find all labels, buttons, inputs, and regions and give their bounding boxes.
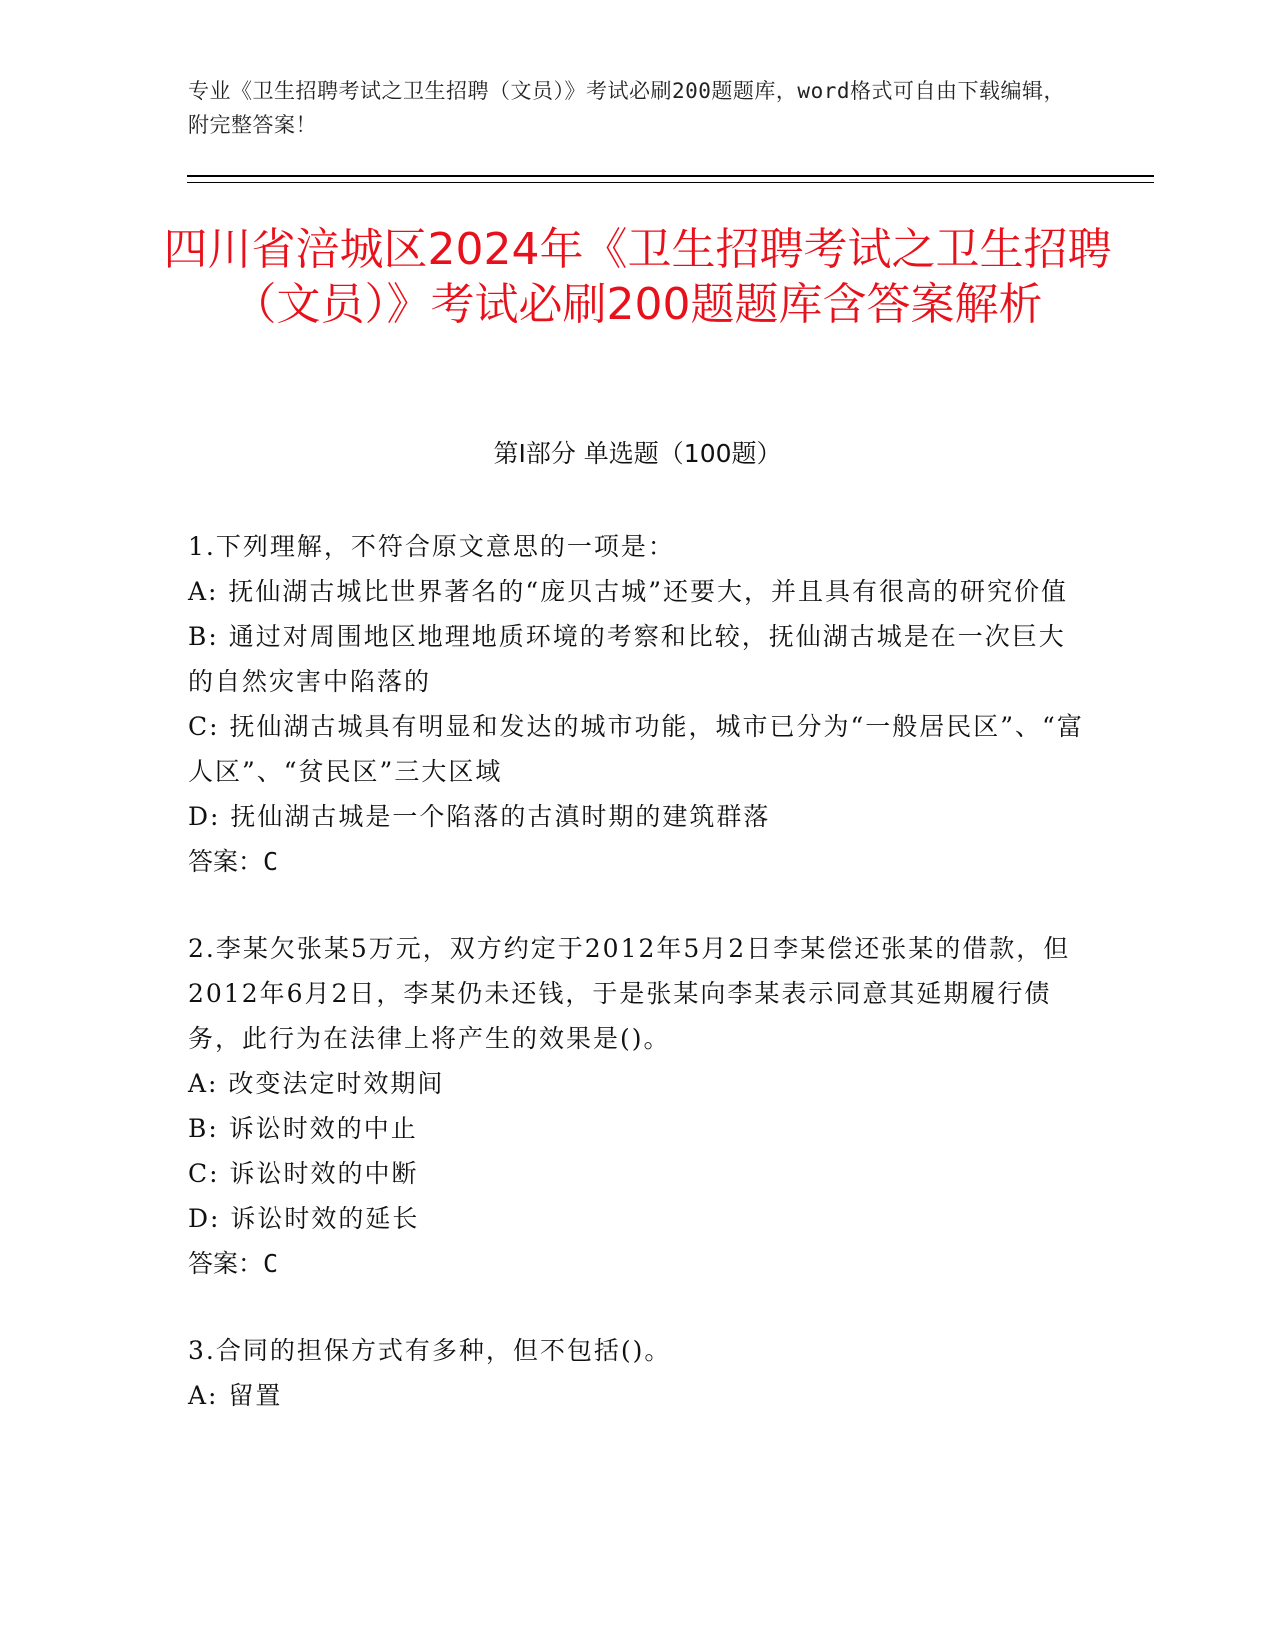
question-2 (188, 926, 1088, 1286)
question-1 (188, 524, 1088, 884)
answer-label: 答案： (188, 1249, 264, 1278)
header-note: 专业《卫生招聘考试之卫生招聘（文员）》考试必刷200题题库，word格式可自由下载编辑，附完整答案！ (188, 79, 1065, 137)
option-d: D: 抚仙湖古城是一个陷落的古滇时期的建筑群落 (188, 802, 771, 831)
option-a: A: 留置 (188, 1381, 283, 1410)
question-stem: 2.李某欠张某5万元，双方约定于2012年5月2日李某偿还张某的借款，但2012年6月2日，李某仍未还钱，于是张某向李某表示同意其延期履行债务，此行为在法律上将产生的效果是()。 (188, 934, 1071, 1053)
header-rule-thick (187, 175, 1154, 177)
question-list (188, 524, 1088, 1460)
option-a: A: 改变法定时效期间 (188, 1069, 445, 1098)
option-d: D: 诉讼时效的延长 (188, 1204, 420, 1233)
option-b: B: 通过对周围地区地理地质环境的考察和比较，抚仙湖古城是在一次巨大的自然灾害中陷落的 (188, 622, 1066, 696)
document-title: 四川省涪城区2024年《卫生招聘考试之卫生招聘（文员）》考试必刷200题题库含答案解析 (163, 224, 1112, 330)
question-stem: 3.合同的担保方式有多种，但不包括()。 (188, 1336, 672, 1365)
answer-value: C (263, 1249, 279, 1278)
answer-line (188, 839, 1088, 884)
option-a: A: 抚仙湖古城比世界著名的“庞贝古城”还要大，并且具有很高的研究价值 (188, 577, 1068, 606)
option-b: B: 诉讼时效的中止 (188, 1114, 418, 1143)
question-stem: 1.下列理解，不符合原文意思的一项是： (188, 532, 675, 561)
question-3 (188, 1328, 1088, 1418)
answer-value: C (263, 847, 279, 876)
answer-line (188, 1241, 1088, 1286)
option-c: C: 诉讼时效的中断 (188, 1159, 419, 1188)
option-c: C: 抚仙湖古城具有明显和发达的城市功能，城市已分为“一般居民区”、“富人区”、“贫民区”三大区域 (188, 712, 1084, 786)
header-rule-thin (187, 182, 1154, 183)
section-heading: 第I部分 单选题（100题） (493, 439, 782, 468)
answer-label: 答案： (188, 847, 264, 876)
